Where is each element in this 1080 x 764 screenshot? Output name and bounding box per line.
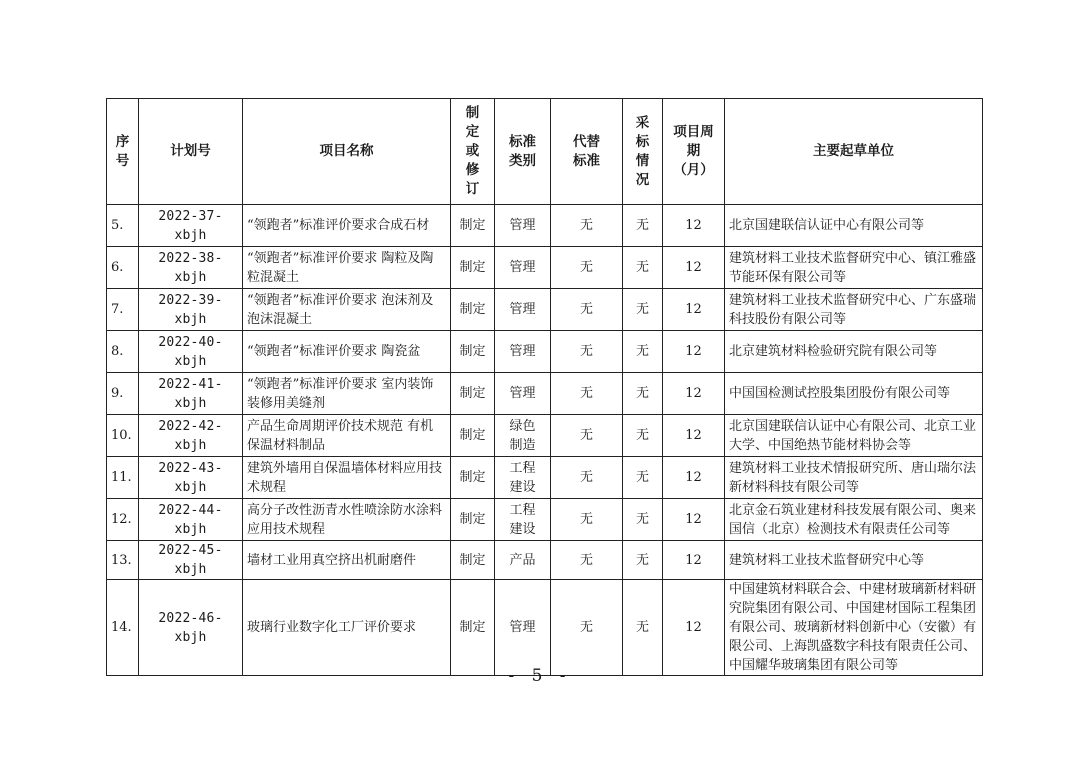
header-project-name: 项目名称 [243, 99, 451, 205]
cell-replaces: 无 [551, 247, 623, 289]
cell-type: 管理 [495, 247, 551, 289]
header-made-or-revised: 制定或修订 [451, 99, 495, 205]
cell-project-name: 产品生命周期评价技术规范 有机保温材料制品 [243, 415, 451, 457]
standards-plan-table [106, 98, 983, 676]
cell-adopted: 无 [623, 457, 663, 499]
cell-project-name: 墙材工业用真空挤出机耐磨件 [243, 541, 451, 580]
cell-replaces: 无 [551, 415, 623, 457]
cell-project-name: “领跑者”标准评价要求 泡沫剂及泡沫混凝土 [243, 289, 451, 331]
cell-plan-no: 2022-43-xbjh [139, 457, 243, 499]
cell-adopted: 无 [623, 247, 663, 289]
cell-project-name: 玻璃行业数字化工厂评价要求 [243, 580, 451, 676]
cell-made: 制定 [451, 499, 495, 541]
table-row [107, 205, 983, 247]
cell-type: 管理 [495, 205, 551, 247]
cell-made: 制定 [451, 247, 495, 289]
cell-type: 绿色制造 [495, 415, 551, 457]
table-row [107, 247, 983, 289]
cell-type: 工程建设 [495, 499, 551, 541]
cell-replaces: 无 [551, 580, 623, 676]
cell-seq: 13. [107, 541, 139, 580]
cell-seq: 12. [107, 499, 139, 541]
cell-adopted: 无 [623, 415, 663, 457]
cell-made: 制定 [451, 415, 495, 457]
cell-drafter: 中国建筑材料联合会、中建材玻璃新材料研究院集团有限公司、中国建材国际工程集团有限公司、玻璃新材料创新中心（安徽）有限公司、上海凯盛数字科技有限责任公司、中国耀华玻璃集团有限公司等 [725, 580, 983, 676]
header-drafter: 主要起草单位 [725, 99, 983, 205]
cell-months: 12 [663, 415, 725, 457]
cell-months: 12 [663, 247, 725, 289]
cell-made: 制定 [451, 373, 495, 415]
cell-type: 管理 [495, 289, 551, 331]
cell-months: 12 [663, 331, 725, 373]
cell-replaces: 无 [551, 289, 623, 331]
header-seq: 序号 [107, 99, 139, 205]
cell-months: 12 [663, 541, 725, 580]
cell-plan-no: 2022-38-xbjh [139, 247, 243, 289]
cell-adopted: 无 [623, 289, 663, 331]
cell-project-name: “领跑者”标准评价要求 陶瓷盆 [243, 331, 451, 373]
cell-project-name: “领跑者”标准评价要求 室内装饰装修用美缝剂 [243, 373, 451, 415]
cell-made: 制定 [451, 331, 495, 373]
cell-months: 12 [663, 373, 725, 415]
cell-drafter: 北京国建联信认证中心有限公司等 [725, 205, 983, 247]
header-replaces: 代替标准 [551, 99, 623, 205]
cell-replaces: 无 [551, 457, 623, 499]
cell-made: 制定 [451, 541, 495, 580]
cell-made: 制定 [451, 580, 495, 676]
cell-months: 12 [663, 580, 725, 676]
cell-seq: 10. [107, 415, 139, 457]
cell-adopted: 无 [623, 373, 663, 415]
header-cycle: 项目周期（月） [663, 99, 725, 205]
table-row [107, 580, 983, 676]
cell-drafter: 建筑材料工业技术监督研究中心、广东盛瑞科技股份有限公司等 [725, 289, 983, 331]
cell-plan-no: 2022-37-xbjh [139, 205, 243, 247]
cell-months: 12 [663, 499, 725, 541]
cell-drafter: 中国国检测试控股集团股份有限公司等 [725, 373, 983, 415]
cell-drafter: 北京建筑材料检验研究院有限公司等 [725, 331, 983, 373]
cell-adopted: 无 [623, 205, 663, 247]
cell-drafter: 北京国建联信认证中心有限公司、北京工业大学、中国绝热节能材料协会等 [725, 415, 983, 457]
cell-drafter: 北京金石筑业建材科技发展有限公司、奥来国信（北京）检测技术有限责任公司等 [725, 499, 983, 541]
cell-made: 制定 [451, 289, 495, 331]
cell-plan-no: 2022-42-xbjh [139, 415, 243, 457]
cell-plan-no: 2022-41-xbjh [139, 373, 243, 415]
cell-seq: 9. [107, 373, 139, 415]
table-row [107, 457, 983, 499]
cell-replaces: 无 [551, 541, 623, 580]
cell-type: 管理 [495, 373, 551, 415]
cell-seq: 6. [107, 247, 139, 289]
cell-plan-no: 2022-46-xbjh [139, 580, 243, 676]
cell-project-name: 高分子改性沥青水性喷涂防水涂料应用技术规程 [243, 499, 451, 541]
table-row [107, 373, 983, 415]
cell-type: 工程建设 [495, 457, 551, 499]
header-standard-type: 标准类别 [495, 99, 551, 205]
cell-drafter: 建筑材料工业技术监督研究中心等 [725, 541, 983, 580]
cell-seq: 7. [107, 289, 139, 331]
cell-drafter: 建筑材料工业技术情报研究所、唐山瑞尔法新材料科技有限公司等 [725, 457, 983, 499]
header-adopted: 采标情况 [623, 99, 663, 205]
cell-replaces: 无 [551, 373, 623, 415]
table-row [107, 289, 983, 331]
header-plan-no: 计划号 [139, 99, 243, 205]
cell-months: 12 [663, 289, 725, 331]
cell-replaces: 无 [551, 331, 623, 373]
cell-seq: 5. [107, 205, 139, 247]
cell-replaces: 无 [551, 205, 623, 247]
page-number: - 5 - [508, 666, 572, 686]
cell-made: 制定 [451, 205, 495, 247]
cell-replaces: 无 [551, 499, 623, 541]
cell-adopted: 无 [623, 331, 663, 373]
cell-adopted: 无 [623, 499, 663, 541]
cell-plan-no: 2022-45-xbjh [139, 541, 243, 580]
cell-seq: 14. [107, 580, 139, 676]
cell-project-name: 建筑外墙用自保温墙体材料应用技术规程 [243, 457, 451, 499]
cell-adopted: 无 [623, 580, 663, 676]
cell-drafter: 建筑材料工业技术监督研究中心、镇江雅盛节能环保有限公司等 [725, 247, 983, 289]
cell-plan-no: 2022-40-xbjh [139, 331, 243, 373]
table-row [107, 415, 983, 457]
cell-type: 管理 [495, 331, 551, 373]
cell-plan-no: 2022-44-xbjh [139, 499, 243, 541]
table-row [107, 541, 983, 580]
cell-months: 12 [663, 205, 725, 247]
cell-made: 制定 [451, 457, 495, 499]
table-row [107, 499, 983, 541]
table-row [107, 331, 983, 373]
cell-adopted: 无 [623, 541, 663, 580]
cell-plan-no: 2022-39-xbjh [139, 289, 243, 331]
cell-seq: 8. [107, 331, 139, 373]
cell-type: 管理 [495, 580, 551, 676]
cell-type: 产品 [495, 541, 551, 580]
cell-project-name: “领跑者”标准评价要求合成石材 [243, 205, 451, 247]
cell-months: 12 [663, 457, 725, 499]
cell-seq: 11. [107, 457, 139, 499]
table-header-row [107, 99, 983, 205]
cell-project-name: “领跑者”标准评价要求 陶粒及陶粒混凝土 [243, 247, 451, 289]
